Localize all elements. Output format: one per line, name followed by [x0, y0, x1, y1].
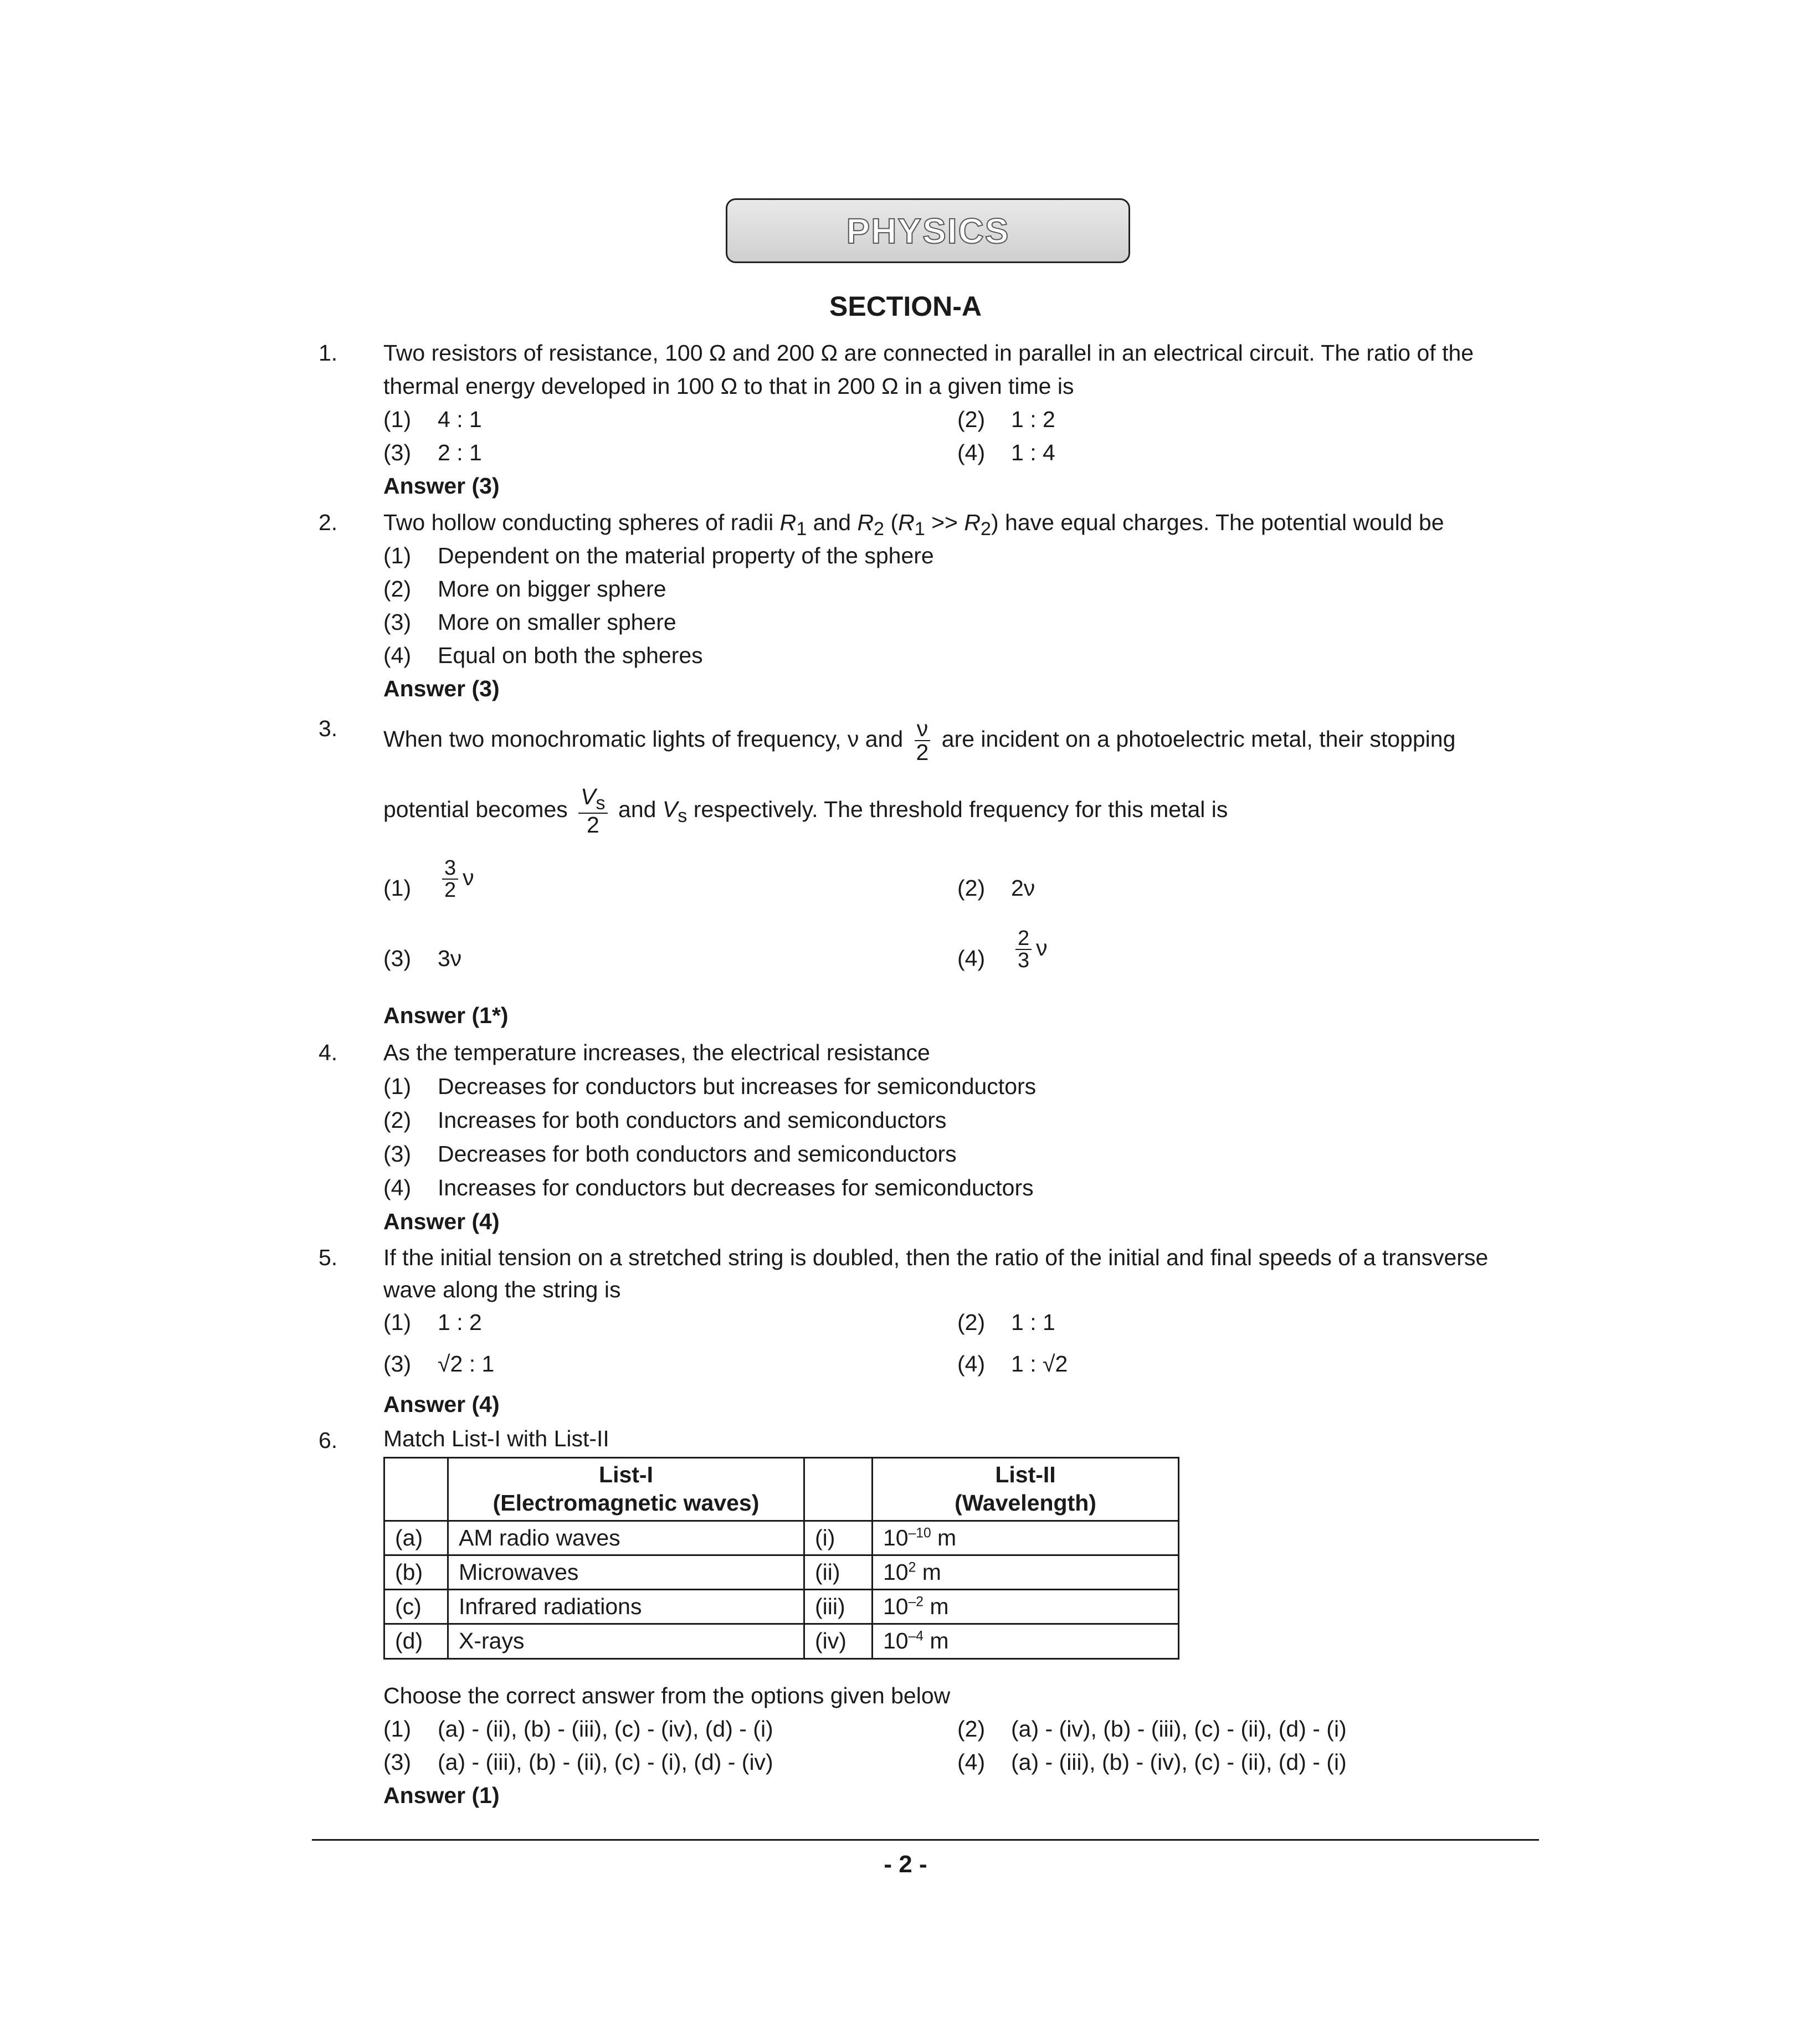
option-text: 2 : 1 [438, 440, 482, 465]
option-number: (1) [383, 875, 412, 901]
option-number: (3) [383, 1351, 412, 1377]
option-text: (a) - (iv), (b) - (iii), (c) - (ii), (d) - (i) [1011, 1716, 1347, 1742]
question-text: thermal energy developed in 100 Ω to that in 200 Ω in a given time is [383, 373, 1074, 399]
option-number: (4) [383, 1175, 412, 1200]
option-text: More on smaller sphere [438, 609, 676, 635]
option-text: 3ν [438, 946, 462, 971]
option-number: (4) [957, 1351, 986, 1377]
option-text: √2 : 1 [438, 1351, 495, 1377]
option-number: (2) [957, 407, 986, 432]
question-text: Two resistors of resistance, 100 Ω and 200 Ω are connected in parallel in an electrical circuit. The ratio of the [383, 340, 1474, 366]
list2-header: List-II (Wavelength) [873, 1458, 1179, 1521]
option-number: (2) [383, 576, 412, 602]
match-table [383, 1457, 1179, 1660]
question-text: Match List-I with List-II [383, 1426, 609, 1451]
option-number: (1) [383, 1716, 412, 1742]
question-number: 6. [319, 1427, 338, 1453]
question-number: 4. [319, 1040, 338, 1065]
subject-banner [726, 198, 1130, 263]
question-number: 3. [319, 716, 338, 741]
option-text: Decreases for conductors but increases for semiconductors [438, 1074, 1037, 1099]
answer-label: Answer (4) [383, 1391, 500, 1417]
option-text: $\frac{3}{2}$ ν [438, 857, 474, 901]
question-number: 2. [319, 510, 338, 535]
option-text: Increases for conductors but decreases for semiconductors [438, 1175, 1034, 1200]
option-text: $\frac{2}{3}$ ν [1011, 928, 1048, 971]
option-text: 1 : √2 [1011, 1351, 1068, 1377]
option-number: (2) [957, 1716, 986, 1742]
option-text: 1 : 2 [438, 1309, 482, 1335]
answer-label: Answer (4) [383, 1209, 500, 1234]
option-number: (3) [383, 440, 412, 465]
instruction-text: Choose the correct answer from the options given below [383, 1683, 951, 1708]
option-text: 1 : 2 [1011, 407, 1055, 432]
option-text: 4 : 1 [438, 407, 482, 432]
table-row: (a) AM radio waves (i) $10^{-10}$ m [384, 1521, 1179, 1555]
option-number: (1) [383, 1309, 412, 1335]
answer-label: Answer (1) [383, 1783, 500, 1808]
option-text: Dependent on the material property of the sphere [438, 543, 934, 568]
question-number: 5. [319, 1245, 338, 1270]
option-text: 2ν [1011, 875, 1035, 901]
table-row: (c) Infrared radiations (iii) $10^{-2}$ m [384, 1590, 1179, 1624]
option-number: (2) [383, 1107, 412, 1133]
option-number: (3) [383, 609, 412, 635]
fraction: $\frac{V_s}{2}$ [578, 785, 607, 836]
option-number: (3) [383, 946, 412, 971]
question-number: 1. [319, 340, 338, 366]
option-number: (1) [383, 407, 412, 432]
banner-title: PHYSICS [846, 210, 1010, 251]
option-number: (4) [957, 946, 986, 971]
option-text: 1 : 4 [1011, 440, 1055, 465]
table-row: (d) X-rays (iv) $10^{-4}$ m [384, 1624, 1179, 1658]
option-text: (a) - (iii), (b) - (ii), (c) - (i), (d) - (iv) [438, 1749, 773, 1775]
question-text: When two monochromatic lights of frequency, ν and $\frac{\nu}{2}$ are incident on a photoelectric metal, their stopping [383, 716, 1456, 765]
option-number: (4) [957, 440, 986, 465]
footer-divider [312, 1839, 1539, 1841]
option-text: Decreases for both conductors and semiconductors [438, 1141, 957, 1167]
option-number: (2) [957, 875, 986, 901]
option-number: (1) [383, 1074, 412, 1099]
option-number: (4) [383, 643, 412, 668]
option-number: (1) [383, 543, 412, 568]
answer-label: Answer (1*) [383, 1003, 509, 1028]
section-heading: SECTION-A [829, 291, 982, 322]
option-text: (a) - (iii), (b) - (iv), (c) - (ii), (d) - (i) [1011, 1749, 1347, 1775]
question-text: If the initial tension on a stretched string is doubled, then the ratio of the initial and final speeds of a transverse [383, 1245, 1489, 1270]
page-number: - 2 - [884, 1851, 927, 1878]
option-text: 1 : 1 [1011, 1309, 1055, 1335]
option-text: Equal on both the spheres [438, 643, 703, 668]
answer-label: Answer (3) [383, 676, 500, 701]
list1-header: List-I (Electromagnetic waves) [448, 1458, 804, 1521]
fraction: $\frac{\nu}{2}$ [914, 717, 931, 764]
option-number: (3) [383, 1141, 412, 1167]
table-row: (b) Microwaves (ii) $10^2$ m [384, 1555, 1179, 1589]
table-header-row [384, 1458, 1179, 1521]
option-text: Increases for both conductors and semiconductors [438, 1107, 947, 1133]
question-text: Two hollow conducting spheres of radii $R_1$ and $R_2$ $(R_1 >> R_2)$ have equal charges. The potential would be [383, 510, 1444, 540]
option-number: (4) [957, 1749, 986, 1775]
option-number: (3) [383, 1749, 412, 1775]
option-text: More on bigger sphere [438, 576, 666, 602]
question-text: potential becomes $\frac{V_s}{2}$ and $V_s$ respectively. The threshold frequency for this metal is [383, 784, 1228, 838]
question-text: wave along the string is [383, 1277, 621, 1302]
option-number: (2) [957, 1309, 986, 1335]
question-text: As the temperature increases, the electrical resistance [383, 1040, 930, 1065]
option-text: (a) - (ii), (b) - (iii), (c) - (iv), (d) - (i) [438, 1716, 773, 1742]
answer-label: Answer (3) [383, 473, 500, 499]
